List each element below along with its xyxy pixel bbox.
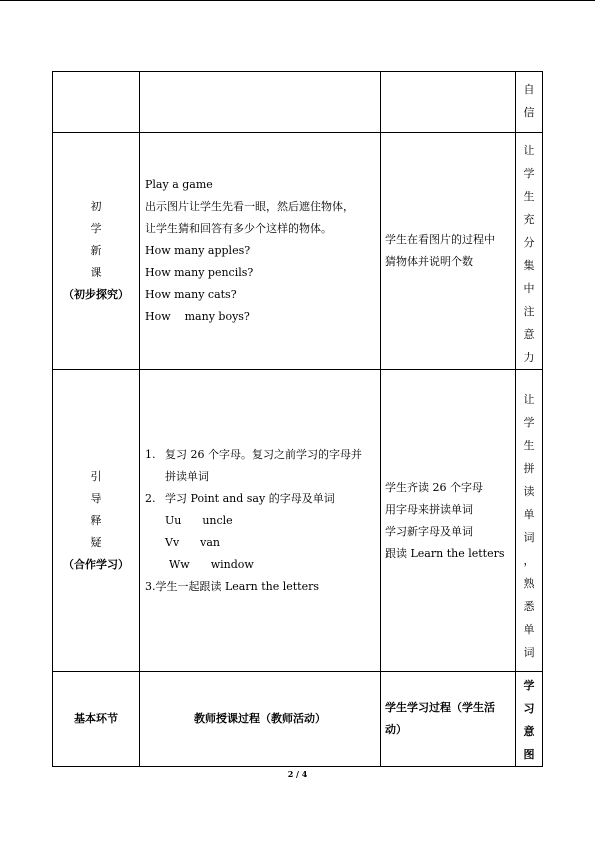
stage-subtitle: （合作学习）	[63, 557, 129, 571]
heading-student-line: 学生学习过程（学生活	[385, 701, 495, 714]
purpose-char: 图	[523, 748, 535, 761]
purpose-char: 中	[523, 282, 535, 295]
list-text-continued: 拼读单词	[165, 469, 209, 483]
student-line: 跟读 Learn the letters	[385, 546, 505, 560]
teacher-line: 出示图片让学生先看一眼，然后遮住物体，	[145, 200, 354, 213]
purpose-char: 单	[523, 508, 535, 521]
word-pair: Vv van	[165, 535, 220, 549]
stage-char: 新	[90, 244, 102, 257]
heading-student-line: 动）	[385, 723, 407, 736]
purpose-char: 分	[523, 236, 535, 249]
list-number: 2.	[145, 491, 156, 505]
purpose-char: 读	[523, 485, 535, 498]
purpose-char: 力	[523, 351, 535, 364]
table-row-self-confidence	[53, 72, 543, 133]
teacher-line: How many apples?	[145, 244, 251, 257]
purpose-char: 集	[523, 259, 535, 272]
table-row-column-headings	[53, 672, 543, 767]
purpose-char: 生	[523, 439, 535, 452]
student-activity-cell	[381, 370, 516, 672]
list-text: 学习 Point and say 的字母及单词	[165, 491, 335, 505]
word-pair: Uu uncle	[165, 513, 233, 527]
stage-char: 学	[90, 222, 102, 235]
teacher-line: 让学生猜和回答有多少个这样的物体。	[145, 222, 332, 235]
purpose-cell	[516, 72, 543, 133]
student-line: 用字母来拼读单词	[385, 502, 473, 516]
student-line: 学生在看图片的过程中	[385, 233, 495, 246]
lesson-plan-table	[52, 71, 543, 767]
stage-cell	[53, 370, 140, 672]
purpose-char: 学	[523, 167, 535, 180]
list-item	[145, 444, 380, 488]
stage-subtitle: （初步探究）	[63, 288, 129, 301]
top-rule	[0, 0, 595, 1]
purpose-char: 注	[523, 305, 535, 318]
purpose-char: 意	[523, 328, 535, 341]
heading-student-activity	[381, 672, 516, 767]
stage-char: 课	[90, 266, 102, 279]
purpose-char: 悉	[523, 600, 535, 613]
heading-stage: 基本环节	[53, 672, 140, 767]
purpose-char: 充	[523, 213, 535, 226]
purpose-char: 词	[523, 646, 535, 659]
stage-char: 释	[90, 513, 102, 527]
purpose-char: 熟	[523, 577, 535, 590]
list-item	[145, 488, 380, 510]
stage-cell	[53, 133, 140, 370]
purpose-char: 习	[523, 702, 535, 715]
purpose-char: 学	[523, 416, 535, 429]
purpose-char: 自	[523, 83, 535, 96]
stage-char: 疑	[90, 535, 102, 549]
purpose-char: 生	[523, 190, 535, 203]
student-cell-empty	[381, 72, 516, 133]
word-pair: Ww window	[169, 557, 254, 571]
student-line: 猜物体并说明个数	[385, 255, 473, 268]
teacher-line: How many cats?	[145, 288, 237, 301]
heading-teacher-activity: 教师授课过程（教师活动）	[140, 672, 381, 767]
purpose-char: 拼	[523, 462, 535, 475]
purpose-char: 让	[523, 144, 535, 157]
purpose-char: 学	[523, 679, 535, 692]
student-line: 学生齐读 26 个字母	[385, 480, 483, 494]
stage-char: 引	[90, 469, 102, 483]
teacher-line: How many pencils?	[145, 266, 254, 279]
teacher-cell-empty	[140, 72, 381, 133]
list-text: 复习 26 个字母。复习之前学习的字母并	[165, 447, 362, 461]
stage-cell-empty	[53, 72, 140, 133]
purpose-cell	[516, 133, 543, 370]
purpose-char: 意	[523, 725, 535, 738]
purpose-char: 单	[523, 623, 535, 636]
table-row-new-lesson	[53, 133, 543, 370]
stage-char: 初	[90, 200, 102, 213]
purpose-char: 让	[523, 393, 535, 406]
teacher-activity-cell	[140, 133, 381, 370]
purpose-char: 词	[523, 531, 535, 544]
teacher-line: 3.学生一起跟读 Learn the letters	[145, 579, 319, 593]
teacher-steps-list	[145, 444, 380, 510]
purpose-cell	[516, 370, 543, 672]
teacher-line: How many boys?	[145, 310, 250, 323]
teacher-line: Play a game	[145, 178, 213, 191]
student-line: 学习新字母及单词	[385, 524, 473, 538]
heading-purpose	[516, 672, 543, 767]
list-number: 1.	[145, 447, 156, 461]
stage-char: 导	[90, 491, 102, 505]
table-row-guided-learning	[53, 370, 543, 672]
student-activity-cell	[381, 133, 516, 370]
teacher-activity-cell	[140, 370, 381, 672]
purpose-char: ，	[523, 554, 535, 567]
purpose-char: 信	[523, 106, 535, 119]
page-number: 2 / 4	[287, 769, 308, 779]
